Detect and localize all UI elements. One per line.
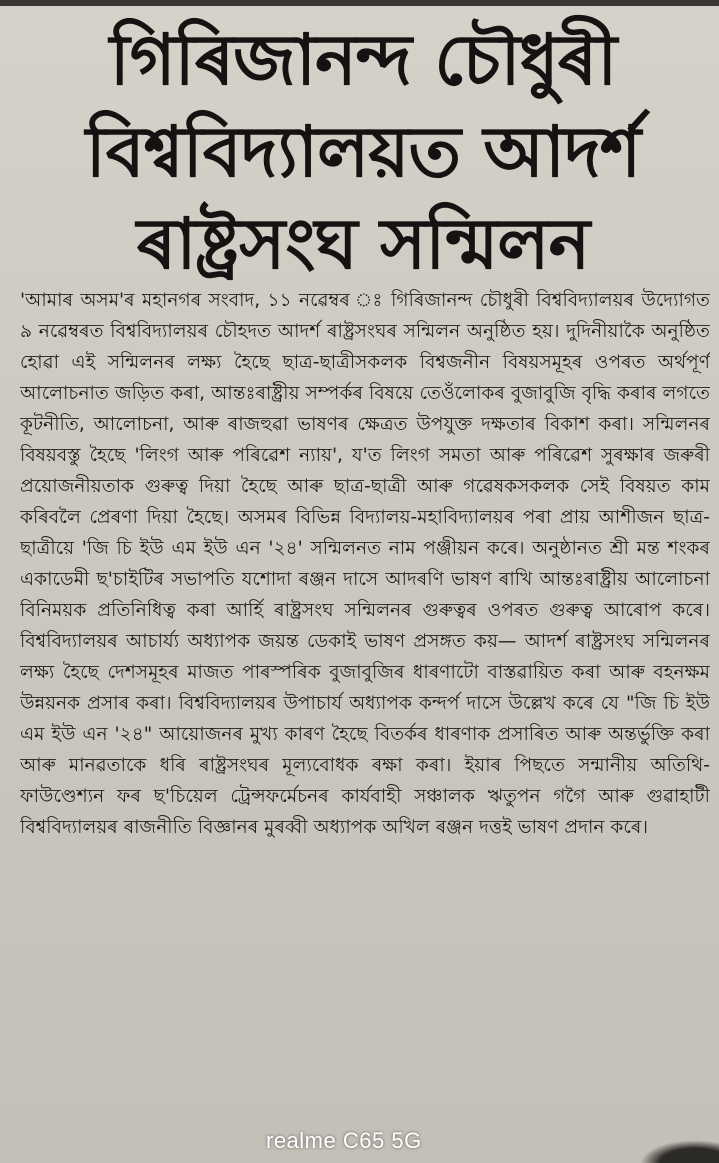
- top-rule: [0, 0, 719, 6]
- article-body: 'আমাৰ অসম'ৰ মহানগৰ সংবাদ, ১১ নৱেম্বৰ ঃ গিৰিজানন্দ চৌধুৰী বিশ্ববিদ্যালয়ৰ উদ্যোগত ৯ নৱেম্বৰত বিশ্ববিদ্যালয়ৰ চৌহদত আদৰ্শ ৰাষ্ট্ৰসংঘৰ সন্মিলন অনুষ্ঠিত হয়। দুদিনীয়াকৈ অনুষ্ঠিত হোৱা এই সন্মিলনৰ লক্ষ্য হৈছে ছাত্ৰ-ছাত্ৰীসকলক বিশ্বজনীন বিষয়সমূহৰ ওপৰত অৰ্থপূৰ্ণ আলোচনাত জড়িত কৰা, আন্তঃৰাষ্ট্ৰীয় সম্পৰ্কৰ বিষয়ে তেওঁলোকৰ বুজাবুজি বৃদ্ধি কৰাৰ লগতে কূটনীতি, আলোচনা, আৰু ৰাজহুৱা ভাষণৰ ক্ষেত্ৰত উপযুক্ত দক্ষতাৰ বিকাশ কৰা। সন্মিলনৰ বিষয়বস্তু হৈছে 'লিংগ আৰু পৰিৱেশ ন্যায়', য'ত লিংগ সমতা আৰু পৰিৱেশ সুৰক্ষাৰ জৰুৰী প্ৰয়োজনীয়তাক গুৰুত্ব দিয়া হৈছে আৰু ছাত্ৰ-ছাত্ৰী আৰু গৱেষকসকলক সেই বিষয়ত কাম কৰিবলৈ প্ৰেৰণা দিয়া হৈছে। অসমৰ বিভিন্ন বিদ্যালয়-মহাবিদ্যালয়ৰ পৰা প্ৰায় আশীজন ছাত্ৰ-ছাত্ৰীয়ে 'জি চি ইউ এম ইউ এন '২৪' সন্মিলনত নাম পঞ্জীয়ন কৰে। অনুষ্ঠানত শ্ৰী মন্ত শংকৰ একাডেমী ছ'চাইটিৰ সভাপতি যশোদা ৰঞ্জন দাসে আদৰণি ভাষণ ৰাখি আন্তঃৰাষ্ট্ৰীয় আলোচনা বিনিময়ক প্ৰতিনিধিত্ব কৰা আৰ্হি ৰাষ্ট্ৰসংঘ সন্মিলনৰ গুৰুত্বৰ ওপৰত গুৰুত্ব আৰোপ কৰে। বিশ্ববিদ্যালয়ৰ আচাৰ্য্য অধ্যাপক জয়ন্ত ডেকাই ভাষণ প্ৰসঙ্গত কয়— আদৰ্শ ৰাষ্ট্ৰসংঘ সন্মিলনৰ লক্ষ্য হৈছে দেশসমূহৰ মাজত পাৰস্পৰিক বুজাবুজিৰ ধাৰণাটো বাস্তৱায়িত কৰা আৰু বহনক্ষম উন্নয়নক প্ৰসাৰ কৰা। বিশ্ববিদ্যালয়ৰ উপাচাৰ্য অধ্যাপক কন্দৰ্প দাসে উল্লেখ কৰে যে "জি চি ইউ এম ইউ এন '২৪" আয়োজনৰ মুখ্য কাৰণ হৈছে বিতৰ্কৰ ধাৰণাক প্ৰসাৰিত আৰু অন্তৰ্ভুক্তি কৰা আৰু মানৱতাকে ধৰি ৰাষ্ট্ৰসংঘৰ মূল্যবোধক ৰক্ষা কৰা। ইয়াৰ পিছতে সন্মানীয় অতিথি-ফাউণ্ডেশ্যন ফৰ ছ'চিয়েল ট্ৰেন্সফৰ্মেচনৰ কাৰ্যবাহী সঞ্চালক ঋতুপন গগৈ আৰু গুৱাহাটী বিশ্ববিদ্যালয়ৰ ৰাজনীতি বিজ্ঞানৰ মুৰব্বী অধ্যাপক অখিল ৰঞ্জন দত্তই ভাষণ প্ৰদান কৰে।: [20, 290, 710, 838]
- headline-line-2: বিশ্ববিদ্যালয়ত আদৰ্শ: [85, 111, 641, 193]
- article-headline: [18, 14, 708, 290]
- corner-shadow: [640, 1140, 719, 1163]
- headline-line-1: গিৰিজানন্দ চৌধুৰী: [109, 19, 617, 101]
- camera-watermark: realme C65 5G: [266, 1128, 422, 1153]
- headline-line-3: ৰাষ্ট্ৰসংঘ সন্মিলন: [136, 203, 590, 285]
